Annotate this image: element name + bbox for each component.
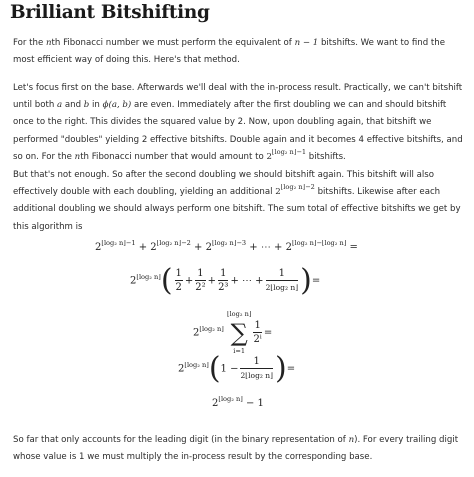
fraction: [218, 268, 228, 294]
denominator: 2⌊log₂ n⌋: [240, 371, 274, 380]
denominator: 2³: [218, 282, 229, 293]
operator: +: [135, 242, 151, 253]
numerator: 1: [220, 268, 227, 279]
text: and: [62, 100, 84, 111]
equals-sign: =: [311, 275, 321, 287]
text: bitshifts. We want to find the most efficient way of doing this. Here's that method.: [13, 38, 446, 66]
left-paren: (: [208, 351, 221, 386]
term-base: 2: [150, 242, 157, 253]
text: Let's focus first on the base. Afterwards we'll deal with the in-process result. Practically, we can't bitshift until both: [13, 83, 463, 111]
term-exponent: ⌊log₂ n⌋: [218, 395, 243, 403]
equation-result: [212, 395, 264, 409]
term-exponent: ⌊log₂ n⌋−⌊log₂ n⌋: [291, 239, 347, 247]
equals-sign: =: [286, 363, 296, 375]
fraction: [266, 268, 299, 294]
text: bitshifts.: [306, 151, 346, 162]
text: in: [89, 100, 103, 111]
math-a: a: [57, 100, 63, 111]
term-exponent: ⌊log₂ n⌋−1: [101, 239, 136, 247]
math-power-base: 2: [266, 151, 272, 162]
math-n: n: [46, 38, 52, 48]
term-exponent: ⌊log₂ n⌋: [199, 324, 224, 333]
equation-factored: [130, 263, 321, 298]
text: So far that only accounts for the leading digit (in the binary representation of: [13, 435, 349, 445]
operator: +: [207, 275, 217, 287]
additional-paragraph: [13, 167, 468, 236]
base-paragraph: [13, 80, 468, 166]
text: ). For every trailing digit whose value is 1 we must multiply the in-process result by the corresponding base.: [13, 435, 459, 463]
fraction: [175, 268, 183, 294]
math-phi: ϕ(a, b): [102, 100, 132, 111]
fraction: [253, 320, 261, 346]
term-base: 2: [285, 242, 292, 253]
math-power-exponent: ⌊log₂ n⌋−2: [280, 183, 315, 192]
denominator: 2: [175, 282, 182, 293]
intro-paragraph: [13, 35, 468, 69]
math-n: n: [348, 435, 355, 445]
operator: + ⋯ +: [246, 242, 286, 253]
numerator: 1: [197, 268, 204, 279]
term-base: 2: [130, 275, 137, 287]
sum-upper-limit: ⌊log₂ n⌋: [227, 310, 252, 318]
summation: [227, 310, 251, 356]
one-minus: 1 −: [220, 363, 239, 375]
term-exponent: ⌊log₂ n⌋: [136, 272, 161, 281]
term-base: 2: [205, 242, 212, 253]
numerator: 1: [254, 320, 261, 331]
text: bitshifts. Likewise after each additional doubling we should always perform one bitshift. The sum total of effective bitshifts we get by this algorithm is: [13, 187, 461, 232]
text: th Fibonacci number we must perform the equivalent of: [51, 38, 295, 48]
equals-sign: =: [263, 327, 273, 339]
closing-paragraph: [13, 432, 468, 466]
term-base: 2: [95, 242, 102, 253]
term-exponent: ⌊log₂ n⌋: [184, 360, 209, 369]
text: are even. Immediately after the first doubling we can and should bitshift once to the right. This divides the squared value by 2. Now, upon doubling again, that bitshift we performed "doubles" yielding 2 effective bitshifts. Double again and it becomes 4 effective bitshifts, and so on. For the: [13, 100, 463, 162]
operator: +: [190, 242, 206, 253]
equation-summation: [193, 310, 272, 356]
text: th Fibonacci number that would amount to: [80, 151, 267, 162]
math-n: n: [74, 151, 81, 162]
page-title: Brilliant Bitshifting: [10, 2, 210, 23]
right-paren: ): [300, 263, 312, 298]
math-power-base: 2: [275, 187, 281, 198]
sigma-symbol: ∑: [230, 319, 248, 347]
minus-one: − 1: [242, 398, 264, 409]
term-base: 2: [193, 327, 200, 339]
left-paren: (: [160, 263, 173, 298]
denominator: 2ⁱ: [253, 334, 262, 345]
math-n-minus-1: n − 1: [294, 38, 319, 48]
term-exponent: ⌊log₂ n⌋−3: [211, 239, 247, 247]
numerator: 1: [175, 268, 182, 279]
term-base: 2: [212, 398, 219, 409]
operator: +: [184, 275, 194, 287]
equals-sign: =: [346, 242, 358, 253]
term-exponent: ⌊log₂ n⌋−2: [156, 239, 191, 247]
denominator: 2⌊log₂ n⌋: [265, 283, 299, 292]
math-b: b: [83, 100, 90, 111]
numerator: 1: [240, 356, 273, 369]
denominator: 2²: [195, 282, 206, 293]
fraction: [195, 268, 205, 294]
math-power-exponent: ⌊log₂ n⌋−1: [271, 147, 307, 156]
equation-sum-terms: [95, 239, 358, 253]
right-paren: ): [275, 351, 287, 386]
text: For the: [13, 38, 46, 48]
term-base: 2: [178, 363, 185, 375]
numerator: 1: [266, 268, 299, 281]
fraction: [240, 356, 273, 382]
operator: + ⋯ +: [230, 275, 264, 287]
sum-lower-limit: i=1: [233, 347, 246, 355]
text: But that's not enough. So after the second doubling we should bitshift again. This bitshift will also effectively double with each doubling, yielding an additional: [13, 170, 434, 198]
